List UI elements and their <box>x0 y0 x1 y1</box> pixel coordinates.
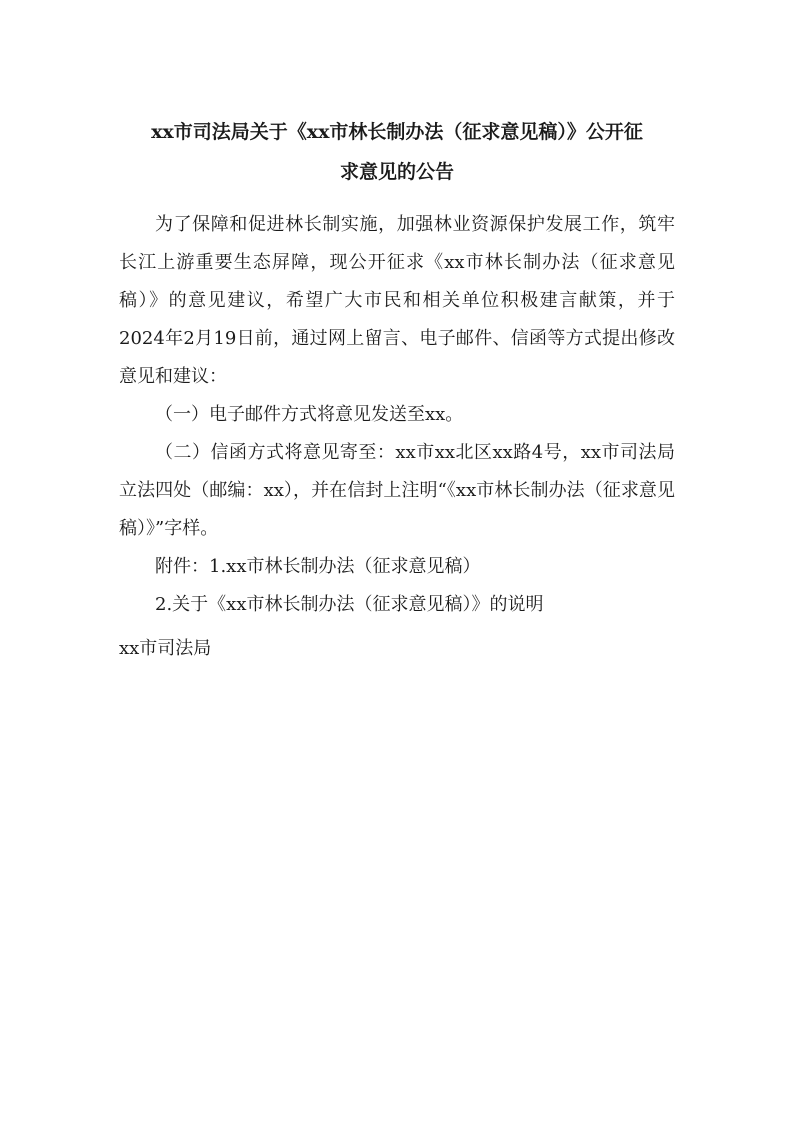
intro-paragraph: 为了保障和促进林长制实施，加强林业资源保护发展工作，筑牢长江上游重要生态屏障，现公开征求《xx市林长制办法（征求意见稿）》的意见建议，希望广大市民和相关单位积极建言献策，并于2024年2月19日前，通过网上留言、电子邮件、信函等方式提出修改意见和建议： <box>119 214 675 387</box>
document-title <box>119 112 675 192</box>
document-body <box>119 112 675 668</box>
title-line-1: xx市司法局关于《xx市林长制办法（征求意见稿）》公开征 <box>151 121 643 143</box>
attachment-2: 2.关于《xx市林长制办法（征求意见稿）》的说明 <box>155 594 544 615</box>
attachment-1: 附件：1.xx市林长制办法（征求意见稿） <box>155 556 481 577</box>
item-email: （一）电子邮件方式将意见发送至xx。 <box>155 404 464 425</box>
item-letter: （二）信函方式将意见寄至：xx市xx北区xx路4号，xx市司法局立法四处（邮编：xx），并在信封上注明“《xx市林长制办法（征求意见稿）》”字样。 <box>119 442 675 539</box>
title-line-2: 求意见的公告 <box>339 161 454 183</box>
signature: xx市司法局 <box>119 638 212 659</box>
